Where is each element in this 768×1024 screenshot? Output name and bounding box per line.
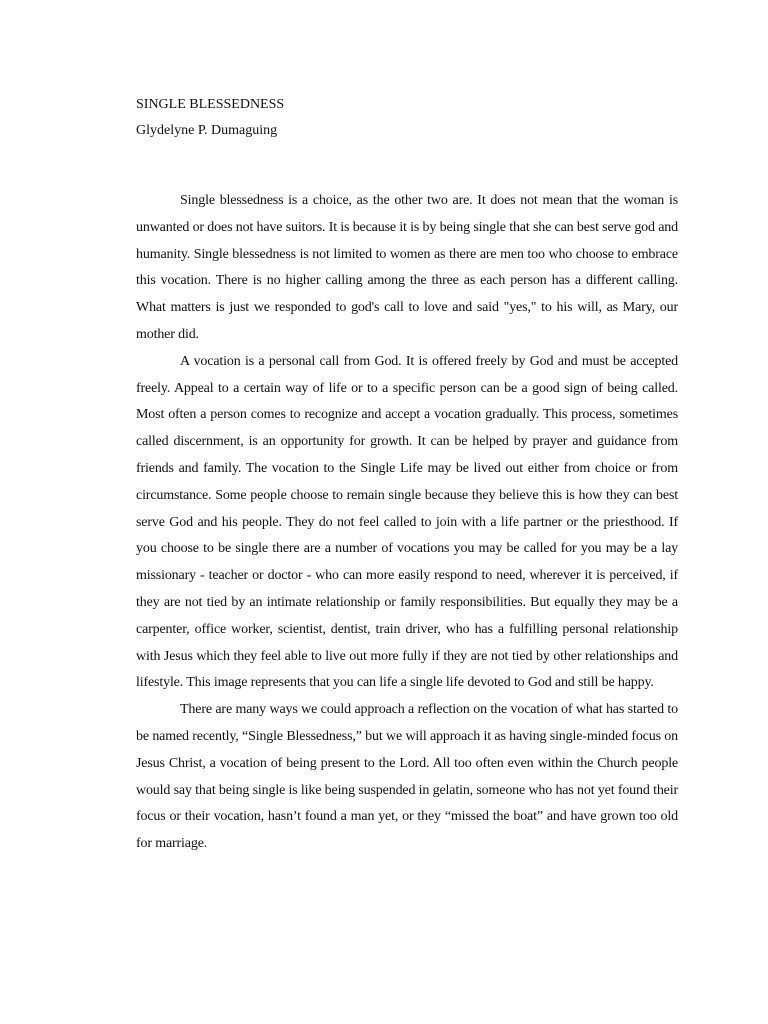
paragraph-3: There are many ways we could approach a reflection on the vocation of what has started to be named recently, “Single Blessedness,” but we will approach it as having single-minded focus on Jesus Christ, a vocation of being present to the Lord. All too often even within the Church people would say that being single is like being suspended in gelatin, someone who has not yet found their focus or their vocation, hasn’t found a man yet, or they “missed the boat” and have grown too old for marriage. [136,702,678,852]
document-author: Glydelyne P. Dumaguing [136,123,278,138]
document-body [136,188,678,858]
document-title: SINGLE BLESSEDNESS [136,97,285,112]
paragraph-1: Single blessedness is a choice, as the other two are. It does not mean that the woman is unwanted or does not have suitors. It is because it is by being single that she can best serve god and humanity. Single blessedness is not limited to women as there are men too who choose to embrace this vocation. There is no higher calling among the three as each person has a different calling. What matters is just we responded to god's call to love and said "yes," to his will, as Mary, our mother did. [136,193,678,342]
document-header [136,92,696,144]
paragraph-2: A vocation is a personal call from God. It is offered freely by God and must be accepted freely. Appeal to a certain way of life or to a specific person can be a good sign of being called. Most often a person comes to recognize and accept a vocation gradually. This process, sometimes called discernment, is an opportunity for growth. It can be helped by prayer and guidance from friends and family. The vocation to the Single Life may be lived out either from choice or from circumstance. Some people choose to remain single because they believe this is how they can best serve God and his people. They do not feel called to join with a life partner or the priesthood. If you choose to be single there are a number of vocations you may be called for you may be a lay missionary - teacher or doctor - who can more easily respond to need, wherever it is perceived, if they are not tied by an intimate relationship or family responsibilities. But equally they may be a carpenter, office worker, scientist, dentist, train driver, who has a fulfilling personal relationship with Jesus which they feel able to live out more fully if they are not tied by other relationships and lifestyle. This image represents that you can life a single life devoted to God and still be happy. [136,353,678,691]
